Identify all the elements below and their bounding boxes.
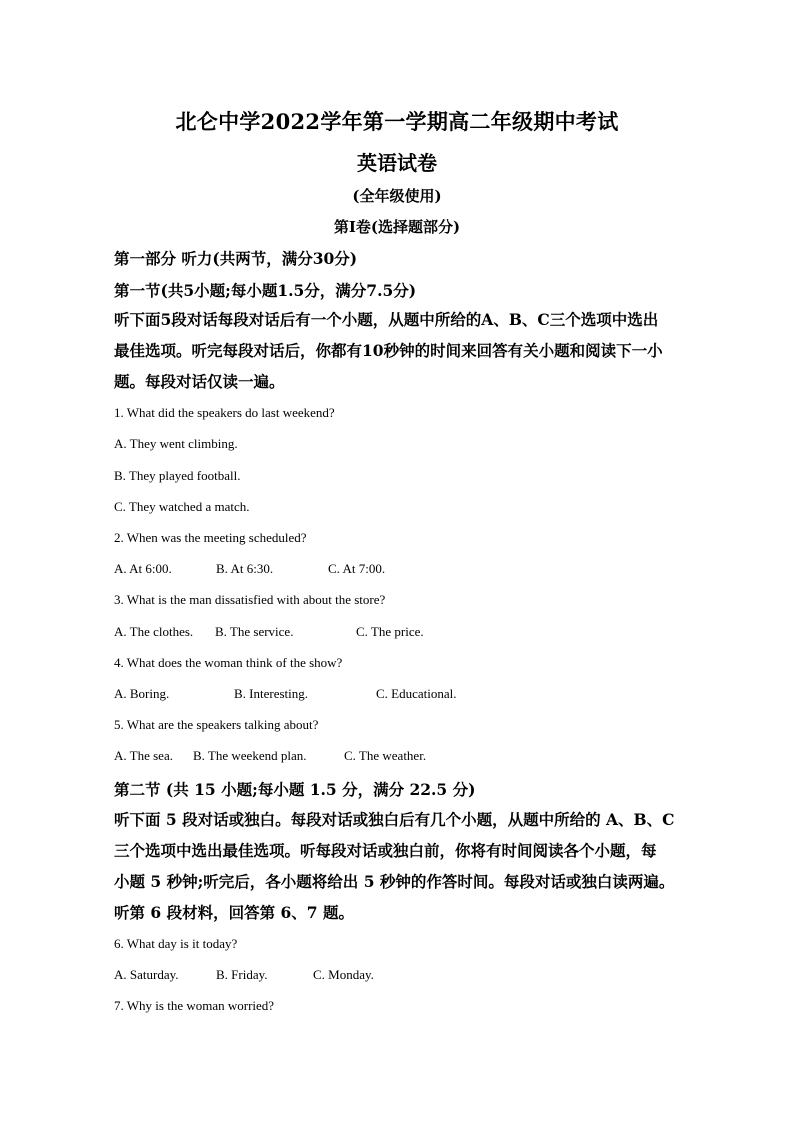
question-7: 7. Why is the woman worried? — [114, 998, 275, 1013]
question-2: 2. When was the meeting scheduled? — [114, 530, 307, 545]
section2-instructions — [114, 804, 684, 928]
exam-subject: 英语试卷 — [357, 151, 437, 175]
instruction-line: 小题 5 秒钟;听完后，各小题将给出 5 秒钟的作答时间。每段对话或独白读两遍。 — [114, 872, 675, 891]
instruction-line: 最佳选项。听完每段对话后，你都有10秒钟的时间来回答有关小题和阅读下一小 — [114, 341, 663, 360]
question-5-option-b[interactable]: B. The weekend plan. — [193, 748, 307, 763]
instruction-line: 三个选项中选出最佳选项。听每段对话或独白前，你将有时间阅读各个小题，每 — [114, 841, 657, 860]
question-5-option-a[interactable]: A. The sea. — [114, 748, 173, 763]
question-6-option-c[interactable]: C. Monday. — [313, 967, 374, 982]
section2-heading: 第二节 (共 15 小题;每小题 1.5 分，满分 22.5 分) — [114, 780, 476, 799]
question-6-option-b[interactable]: B. Friday. — [216, 967, 268, 982]
exam-title: 北仑中学2022学年第一学期高二年级期中考试 — [175, 109, 619, 134]
question-4-option-a[interactable]: A. Boring. — [114, 686, 170, 701]
exam-usage: (全年级使用) — [352, 187, 442, 205]
instruction-line: 听第 6 段材料，回答第 6、7 题。 — [114, 903, 354, 922]
question-6: 6. What day is it today? — [114, 936, 238, 951]
question-4: 4. What does the woman think of the show? — [114, 655, 343, 670]
question-3-option-a[interactable]: A. The clothes. — [114, 624, 194, 639]
question-4-option-b[interactable]: B. Interesting. — [234, 686, 309, 701]
section1-instructions — [114, 304, 684, 397]
question-6-option-a[interactable]: A. Saturday. — [114, 967, 179, 982]
question-2-option-a[interactable]: A. At 6:00. — [114, 561, 172, 576]
question-5-option-c[interactable]: C. The weather. — [344, 748, 427, 763]
question-2-option-b[interactable]: B. At 6:30. — [216, 561, 274, 576]
section1-heading: 第一节(共5小题;每小题1.5分，满分7.5分) — [114, 281, 417, 300]
instruction-line: 听下面 5 段对话或独白。每段对话或独白后有几个小题，从题中所给的 A、B、C — [114, 810, 675, 829]
question-2-option-c[interactable]: C. At 7:00. — [328, 561, 386, 576]
question-1: 1. What did the speakers do last weekend? — [114, 405, 335, 420]
question-1-option-b[interactable]: B. They played football. — [114, 468, 241, 483]
question-3: 3. What is the man dissatisfied with about the store? — [114, 592, 386, 607]
volume-heading: 第I卷(选择题部分) — [333, 218, 461, 236]
question-1-option-c[interactable]: C. They watched a match. — [114, 499, 250, 514]
question-4-option-c[interactable]: C. Educational. — [376, 686, 457, 701]
question-3-option-b[interactable]: B. The service. — [215, 624, 294, 639]
instruction-line: 听下面5段对话每段对话后有一个小题，从题中所给的A、B、C三个选项中选出 — [114, 310, 659, 329]
question-1-option-a[interactable]: A. They went climbing. — [114, 436, 238, 451]
question-5: 5. What are the speakers talking about? — [114, 717, 319, 732]
instruction-line: 题。每段对话仅读一遍。 — [114, 372, 285, 391]
question-3-option-c[interactable]: C. The price. — [356, 624, 424, 639]
part1-heading: 第一部分 听力(共两节，满分30分) — [114, 249, 358, 268]
